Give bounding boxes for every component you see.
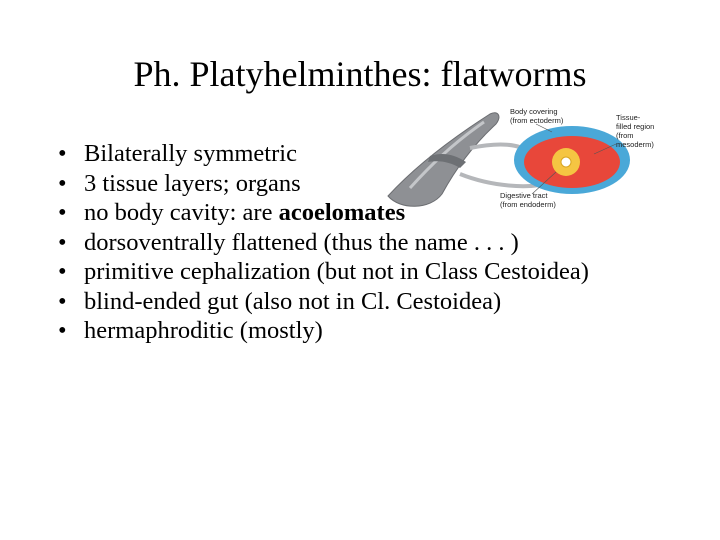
- bullet-dot: •: [58, 199, 67, 226]
- bullet-item: [58, 198, 698, 228]
- label-body-covering-1: Body covering: [510, 107, 558, 116]
- bullet-item: [58, 228, 698, 258]
- bullet-text: no body cavity: are: [84, 199, 279, 226]
- bullet-text-bold: acoelomates: [278, 199, 406, 226]
- label-tissue-3: (from: [616, 131, 634, 140]
- svg-text:Body covering (from ecto: [510, 107, 564, 125]
- bullet-text: blind-ended gut (also not in Cl. Cestoidea): [84, 287, 502, 315]
- bullet-text: hermaphroditic (mostly): [84, 317, 323, 344]
- bullet-item: [58, 316, 698, 346]
- label-tissue-2: filled region: [616, 122, 655, 131]
- bullet-text: Bilaterally symmetric: [84, 140, 297, 167]
- label-body-covering-2: (from ectoderm): [510, 116, 564, 125]
- bullet-text: 3 tissue layers; organs: [84, 169, 301, 197]
- bullet-item: [58, 257, 698, 287]
- label-digestive-2: (from endoderm): [500, 200, 556, 209]
- bullet-list: [58, 139, 698, 346]
- bullet-dot: •: [58, 317, 67, 344]
- bullet-item: [58, 139, 698, 169]
- label-tissue-1: Tissue-: [616, 113, 641, 122]
- label-digestive-1: Digestive tract: [500, 191, 548, 200]
- slide-title: Ph. Platyhelminthes: flatworms: [133, 54, 587, 94]
- bullet-text: primitive cephalization (but not in Class Cestoidea): [84, 258, 589, 285]
- bullet-dot: •: [58, 169, 67, 197]
- bullet-item: [58, 169, 698, 199]
- bullet-dot: •: [58, 140, 67, 167]
- bullet-dot: •: [58, 258, 67, 285]
- bullet-dot: •: [58, 228, 67, 256]
- bullet-dot: •: [58, 287, 67, 315]
- label-tissue-4: mesoderm): [616, 140, 654, 149]
- bullet-text: dorsoventrally flattened (thus the name . . . ): [84, 228, 519, 256]
- bullet-item: [58, 287, 698, 317]
